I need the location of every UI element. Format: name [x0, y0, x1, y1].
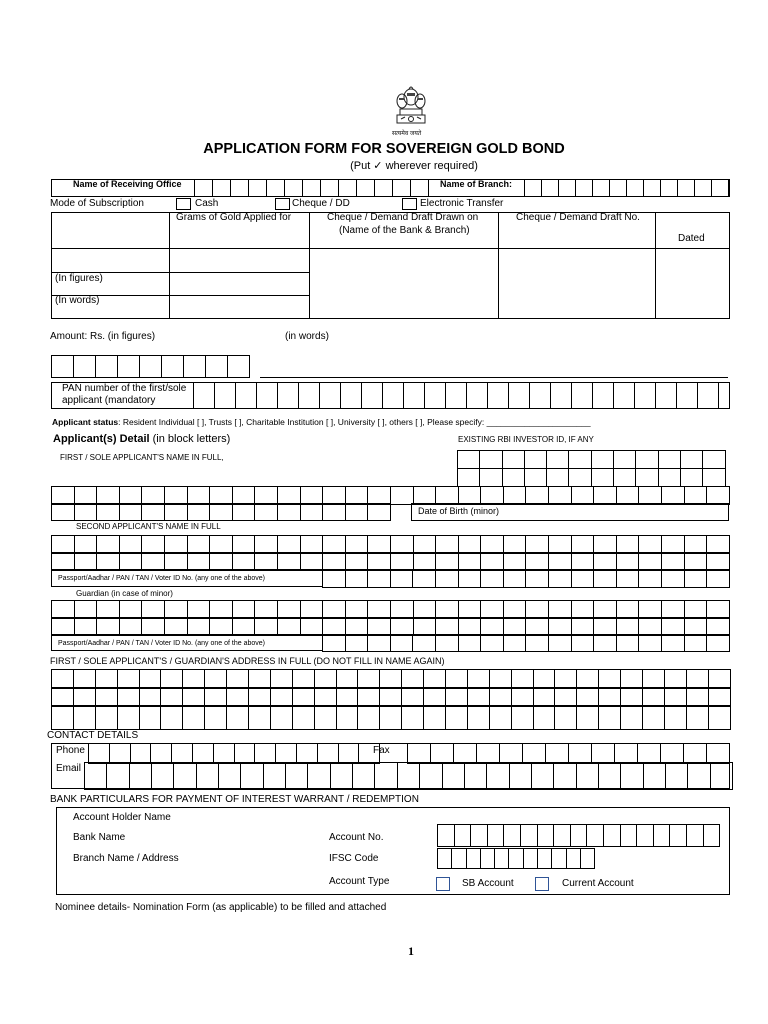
dob-label: Date of Birth (minor) — [418, 506, 500, 516]
account-no-cells[interactable] — [437, 824, 720, 847]
cheque-label: Cheque / DD — [292, 198, 350, 209]
current-account-checkbox[interactable] — [535, 877, 549, 891]
address-row1[interactable] — [51, 669, 731, 689]
national-emblem — [390, 84, 432, 139]
pan-label-2: applicant (mandatory — [62, 395, 156, 406]
first-applicant-label: FIRST / SOLE APPLICANT'S NAME IN FULL, — [60, 453, 224, 462]
account-holder-label: Account Holder Name — [73, 812, 171, 823]
guardian-label: Guardian (in case of minor) — [76, 589, 173, 598]
account-no-label: Account No. — [329, 832, 384, 843]
sb-account-label: SB Account — [462, 878, 514, 889]
email-cells[interactable] — [84, 762, 733, 790]
form-subtitle: (Put ✓ wherever required) — [350, 160, 478, 172]
emblem-caption: सत्यमेव जयते — [392, 131, 422, 137]
bank-label: BANK PARTICULARS FOR PAYMENT OF INTEREST WARRANT / REDEMPTION — [50, 794, 419, 805]
amount-figures-label: Amount: Rs. (in figures) — [50, 331, 156, 342]
block-letters-label: (in block letters) — [152, 433, 231, 445]
address-row2[interactable] — [51, 687, 731, 707]
cash-checkbox[interactable] — [176, 198, 191, 210]
amount-words-line[interactable] — [260, 377, 728, 378]
second-applicant-label: SECOND APPLICANT'S NAME IN FULL — [76, 522, 221, 531]
ifsc-cells[interactable] — [437, 848, 595, 869]
in-words-label: (In words) — [55, 295, 100, 306]
id-label-1: Passport/Aadhar / PAN / TAN / Voter ID No. (any one of the above) — [58, 575, 265, 582]
amount-words-label: (in words) — [285, 331, 329, 342]
account-type-label: Account Type — [329, 876, 390, 887]
transfer-label: Electronic Transfer — [420, 198, 504, 209]
bank-name-label: Bank Name — [73, 832, 126, 843]
rbi-id-cells-row2[interactable] — [457, 468, 726, 487]
applicant-status-label: Applicant status — [52, 417, 119, 427]
amount-figures-cells[interactable] — [51, 355, 250, 378]
sb-account-checkbox[interactable] — [436, 877, 450, 891]
id-label-2: Passport/Aadhar / PAN / TAN / Voter ID No. (any one of the above) — [58, 640, 265, 647]
grams-header: Grams of Gold Applied for — [176, 212, 292, 223]
nominee-note: Nominee details- Nomination Form (as applicable) to be filled and attached — [55, 902, 387, 913]
id-cells-1[interactable] — [322, 569, 730, 588]
applicant-detail-heading — [53, 434, 230, 445]
receiving-office-cells[interactable] — [194, 179, 429, 197]
transfer-checkbox[interactable] — [402, 198, 417, 210]
fax-cells[interactable] — [407, 743, 730, 764]
branch-address-label: Branch Name / Address — [73, 853, 179, 864]
ifsc-label: IFSC Code — [329, 853, 379, 864]
cheque-checkbox[interactable] — [275, 198, 290, 210]
phone-cells[interactable] — [88, 743, 380, 764]
contact-label: CONTACT DETAILS — [47, 730, 139, 741]
receiving-office-label: Name of Receiving Office — [73, 179, 182, 189]
applicant-status — [52, 418, 591, 427]
mode-label: Mode of Subscription — [50, 198, 144, 209]
rbi-investor-label: EXISTING RBI INVESTOR ID, IF ANY — [458, 435, 594, 444]
address-row3[interactable] — [51, 705, 731, 730]
dated-header: Dated — [678, 233, 705, 244]
page-number: 1 — [408, 944, 414, 958]
cheque-drawn-header-1: Cheque / Demand Draft Drawn on — [327, 212, 479, 223]
current-account-label: Current Account — [562, 878, 634, 889]
fax-label: Fax — [373, 745, 390, 756]
branch-label: Name of Branch: — [440, 179, 513, 189]
cheque-no-header: Cheque / Demand Draft No. — [516, 212, 640, 223]
phone-label: Phone — [56, 745, 85, 756]
cheque-drawn-header-2: (Name of the Bank & Branch) — [339, 225, 470, 236]
rbi-id-cells[interactable] — [457, 450, 726, 469]
cash-label: Cash — [195, 198, 219, 209]
id-cells-2[interactable] — [322, 634, 730, 652]
email-label: Email — [56, 763, 82, 774]
pan-label-1: PAN number of the first/sole — [62, 383, 187, 394]
first-applicant-name-row2[interactable] — [51, 503, 391, 521]
national-emblem-icon — [390, 84, 432, 132]
in-figures-label: (In figures) — [55, 273, 103, 284]
branch-cells[interactable] — [524, 179, 729, 197]
address-label: FIRST / SOLE APPLICANT'S / GUARDIAN'S ADDRESS IN FULL (DO NOT FILL IN NAME AGAIN) — [50, 656, 445, 666]
form-title: APPLICATION FORM FOR SOVEREIGN GOLD BOND — [203, 141, 565, 157]
applicant-detail-label: Applicant(s) Detail — [53, 433, 150, 445]
pan-cells[interactable] — [193, 382, 719, 409]
applicant-status-options: : Resident Individual [ ], Trusts [ ], Charitable Institution [ ], University [ ], others [ ], Please specify: ______________________ — [118, 417, 591, 427]
